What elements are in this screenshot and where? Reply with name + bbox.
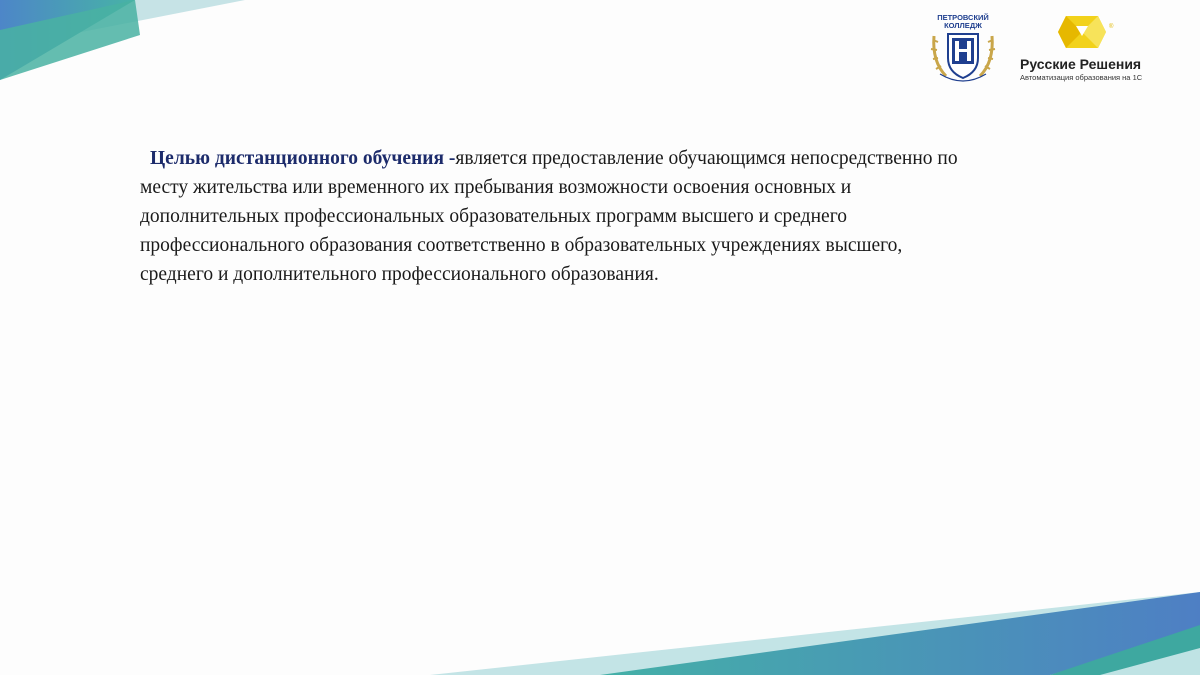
- paragraph-line-1: [140, 144, 1100, 173]
- college-name-line1: ПЕТРОВСКИЙ: [937, 13, 989, 22]
- line1-text: является предоставление обучающимся непосредственно по: [455, 148, 958, 169]
- petrovsky-college-logo: [924, 14, 1002, 90]
- russkie-resheniya-logo: [1016, 14, 1156, 90]
- rr-registered-mark: ®: [1109, 24, 1114, 30]
- paragraph-line-2: месту жительства или временного их пребывания возможности освоения основных и: [140, 177, 852, 198]
- rr-yellow-mark-icon: [1058, 14, 1106, 50]
- header-logos: [924, 14, 1184, 90]
- rr-tagline: Автоматизация образования на 1С: [1020, 73, 1143, 82]
- paragraph-line-5: среднего и дополнительного профессионального образования.: [140, 264, 659, 285]
- rr-brand-name: Русские Решения: [1020, 56, 1142, 72]
- lead-phrase: Целью дистанционного обучения -: [150, 148, 456, 169]
- paragraph-line-4: профессионального образования соответственно в образовательных учреждениях высшего,: [140, 235, 903, 256]
- college-name-line2: КОЛЛЕДЖ: [944, 21, 982, 30]
- main-paragraph: [140, 144, 1100, 289]
- paragraph-line-3: дополнительных профессиональных образовательных программ высшего и среднего: [140, 206, 847, 227]
- college-crest-icon: [924, 14, 1002, 90]
